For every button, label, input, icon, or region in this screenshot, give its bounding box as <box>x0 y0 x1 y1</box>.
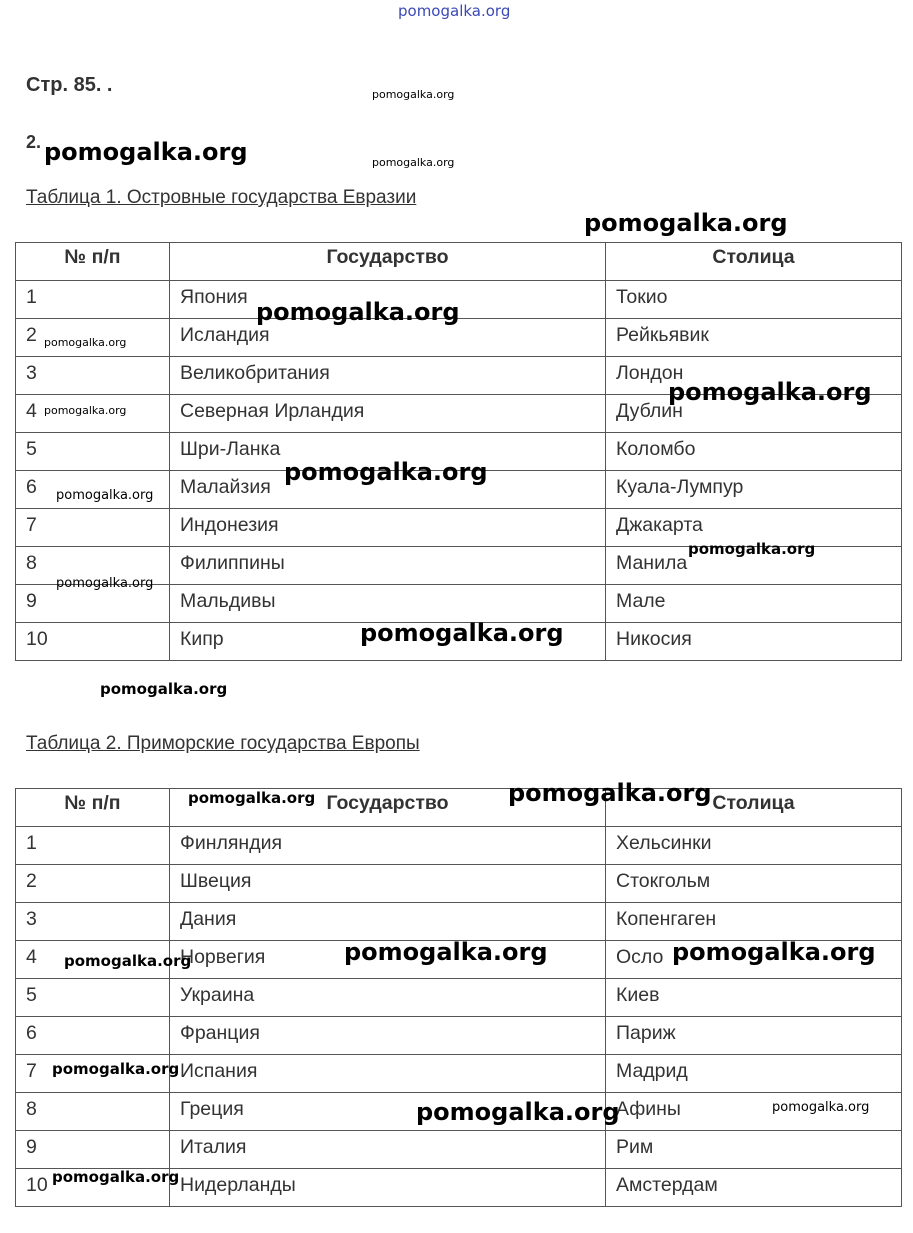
row-number: 4 <box>16 941 170 979</box>
row-number: 6 <box>16 471 170 509</box>
table2-caption: Таблица 2. Приморские государства Европы <box>26 733 420 754</box>
state-name: Дания <box>170 903 606 941</box>
column-header-capital: Столица <box>606 243 902 281</box>
watermark: pomogalka.org <box>372 88 455 101</box>
row-number: 8 <box>16 547 170 585</box>
row-number: 7 <box>16 1055 170 1093</box>
column-header-state: Государство <box>170 243 606 281</box>
capital-name: Париж <box>606 1017 902 1055</box>
watermark: pomogalka.org <box>668 378 872 406</box>
watermark: pomogalka.org <box>344 938 548 966</box>
watermark: pomogalka.org <box>772 1100 870 1115</box>
state-name: Шри-Ланка <box>170 433 606 471</box>
capital-name: Амстердам <box>606 1169 902 1207</box>
state-name: Япония <box>170 281 606 319</box>
watermark: pomogalka.org <box>372 156 455 169</box>
state-name: Франция <box>170 1017 606 1055</box>
capital-name: Мадрид <box>606 1055 902 1093</box>
capital-name: Джакарта <box>606 509 902 547</box>
state-name: Украина <box>170 979 606 1017</box>
capital-name: Коломбо <box>606 433 902 471</box>
state-name: Мальдивы <box>170 585 606 623</box>
row-number: 7 <box>16 509 170 547</box>
watermark: pomogalka.org <box>416 1098 620 1126</box>
table-row <box>16 1017 902 1055</box>
row-number: 3 <box>16 357 170 395</box>
capital-name: Лондон <box>606 357 902 395</box>
capital-name: Афины <box>606 1093 902 1131</box>
watermark: pomogalka.org <box>44 336 127 349</box>
state-name: Филиппины <box>170 547 606 585</box>
table-row <box>16 903 902 941</box>
table-row <box>16 1131 902 1169</box>
watermark: pomogalka.org <box>52 1060 180 1078</box>
column-header-state: Государство <box>170 789 606 827</box>
state-name: Кипр <box>170 623 606 661</box>
state-name: Италия <box>170 1131 606 1169</box>
watermark: pomogalka.org <box>44 404 127 417</box>
row-number: 6 <box>16 1017 170 1055</box>
watermark: pomogalka.org <box>672 938 876 966</box>
state-name: Норвегия <box>170 941 606 979</box>
capital-name: Копенгаген <box>606 903 902 941</box>
table1-caption: Таблица 1. Островные государства Евразии <box>26 187 417 208</box>
table-header-row <box>16 243 902 281</box>
row-number: 8 <box>16 1093 170 1131</box>
watermark: pomogalka.org <box>100 680 228 698</box>
column-header-number: № п/п <box>16 243 170 281</box>
state-name: Индонезия <box>170 509 606 547</box>
table-coastal-states <box>15 788 902 1207</box>
state-name: Швеция <box>170 865 606 903</box>
row-number: 1 <box>16 281 170 319</box>
row-number: 5 <box>16 433 170 471</box>
watermark: pomogalka.org <box>508 779 712 807</box>
watermark: pomogalka.org <box>56 488 154 503</box>
capital-name: Дублин <box>606 395 902 433</box>
state-name: Греция <box>170 1093 606 1131</box>
state-name: Северная Ирландия <box>170 395 606 433</box>
watermark: pomogalka.org <box>688 540 816 558</box>
capital-name: Стокгольм <box>606 865 902 903</box>
watermark: pomogalka.org <box>188 789 316 807</box>
watermark: pomogalka.org <box>360 619 564 647</box>
table-header-row <box>16 789 902 827</box>
capital-name: Манила <box>606 547 902 585</box>
state-name: Великобритания <box>170 357 606 395</box>
state-name: Малайзия <box>170 471 606 509</box>
row-number: 5 <box>16 979 170 1017</box>
capital-name: Рейкьявик <box>606 319 902 357</box>
watermark: pomogalka.org <box>52 1168 180 1186</box>
row-number: 3 <box>16 903 170 941</box>
page-label: Стр. 85. . <box>26 74 113 96</box>
state-name: Испания <box>170 1055 606 1093</box>
site-link[interactable]: pomogalka.org <box>398 2 511 20</box>
capital-name: Куала-Лумпур <box>606 471 902 509</box>
state-name: Нидерланды <box>170 1169 606 1207</box>
watermark: pomogalka.org <box>256 298 460 326</box>
watermark: pomogalka.org <box>284 458 488 486</box>
capital-name: Токио <box>606 281 902 319</box>
row-number: 10 <box>16 623 170 661</box>
row-number: 2 <box>16 865 170 903</box>
watermark: pomogalka.org <box>584 209 788 237</box>
row-number: 10 <box>16 1169 170 1207</box>
watermark: pomogalka.org <box>64 952 192 970</box>
column-header-number: № п/п <box>16 789 170 827</box>
capital-name: Хельсинки <box>606 827 902 865</box>
table-row <box>16 827 902 865</box>
column-header-capital: Столица <box>606 789 902 827</box>
row-number: 9 <box>16 585 170 623</box>
state-name: Исландия <box>170 319 606 357</box>
capital-name: Осло <box>606 941 902 979</box>
row-number: 1 <box>16 827 170 865</box>
table-row <box>16 979 902 1017</box>
watermark: pomogalka.org <box>56 576 154 591</box>
row-number: 4 <box>16 395 170 433</box>
watermark: pomogalka.org <box>44 138 248 166</box>
table-row <box>16 865 902 903</box>
capital-name: Рим <box>606 1131 902 1169</box>
state-name: Финляндия <box>170 827 606 865</box>
capital-name: Никосия <box>606 623 902 661</box>
capital-name: Мале <box>606 585 902 623</box>
task-number: 2. <box>26 132 42 152</box>
capital-name: Киев <box>606 979 902 1017</box>
row-number: 9 <box>16 1131 170 1169</box>
row-number: 2 <box>16 319 170 357</box>
